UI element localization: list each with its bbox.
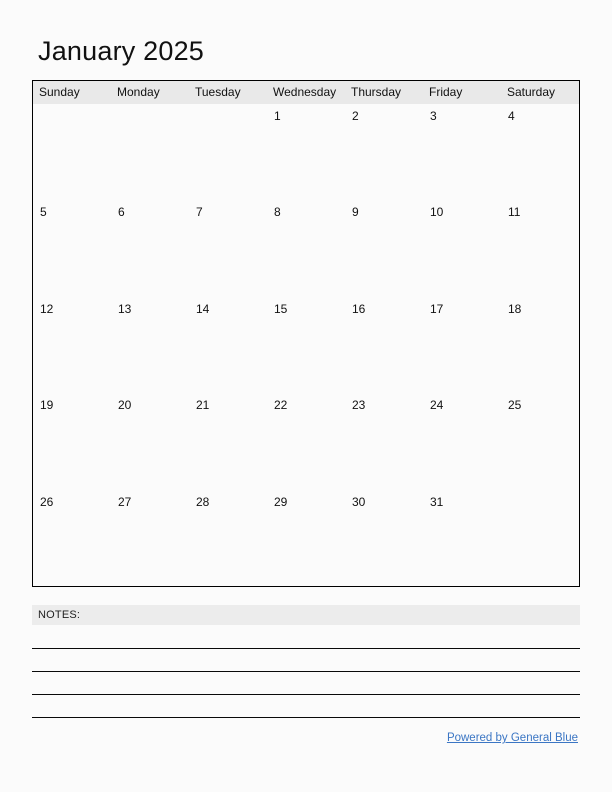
day-cell: 10 — [430, 205, 444, 220]
day-cell: 9 — [352, 205, 359, 220]
week-row — [33, 393, 579, 489]
day-cell: 20 — [118, 398, 132, 413]
day-cell: 30 — [352, 494, 366, 509]
day-cell: 1 — [274, 109, 281, 123]
day-cell: 6 — [118, 205, 125, 220]
powered-by-link[interactable]: Powered by General Blue — [446, 732, 578, 744]
day-cell: 2 — [352, 109, 359, 123]
weekday-header-sunday: Sunday — [39, 85, 80, 99]
week-row — [33, 104, 579, 200]
day-cell: 13 — [118, 301, 132, 316]
day-cell — [111, 104, 189, 200]
day-cell — [501, 490, 579, 586]
weekday-header-tuesday: Tuesday — [195, 85, 241, 99]
weekday-header-friday: Friday — [429, 85, 463, 99]
day-cell: 27 — [118, 494, 132, 509]
note-line — [32, 648, 580, 649]
day-cell: 29 — [274, 494, 288, 509]
weekday-header-monday: Monday — [117, 85, 160, 99]
day-cell — [189, 104, 267, 200]
note-line — [32, 694, 580, 695]
day-cell: 22 — [274, 398, 288, 413]
calendar-table — [32, 80, 580, 587]
day-cell: 28 — [196, 494, 210, 509]
day-cell: 24 — [430, 398, 444, 413]
day-cell: 26 — [40, 494, 54, 509]
day-cell — [33, 104, 111, 200]
day-cell: 7 — [196, 205, 203, 220]
day-cell: 4 — [508, 109, 515, 123]
week-row — [33, 200, 579, 296]
note-line — [32, 717, 580, 718]
notes-label: NOTES: — [38, 609, 81, 621]
weekday-header-row — [33, 81, 579, 104]
day-cell: 8 — [274, 205, 281, 220]
note-line — [32, 671, 580, 672]
day-cell: 16 — [352, 301, 366, 316]
footer — [32, 728, 578, 746]
notes-bar — [32, 605, 580, 625]
page-title: January 2025 — [38, 36, 205, 66]
weekday-header-wednesday: Wednesday — [273, 85, 337, 99]
day-cell: 11 — [508, 205, 521, 220]
day-cell: 21 — [196, 398, 210, 413]
week-row — [33, 490, 579, 586]
day-cell: 19 — [40, 398, 54, 413]
day-cell: 17 — [430, 301, 444, 316]
day-cell: 14 — [196, 301, 210, 316]
day-cell: 31 — [430, 494, 444, 509]
day-cell: 5 — [40, 205, 47, 220]
day-cell: 12 — [40, 301, 54, 316]
day-cell: 18 — [508, 301, 522, 316]
day-cell: 3 — [430, 109, 437, 123]
day-cell: 15 — [274, 301, 288, 316]
week-row — [33, 297, 579, 393]
weekday-header-thursday: Thursday — [351, 85, 402, 99]
weekday-header-saturday: Saturday — [507, 85, 556, 99]
day-cell: 23 — [352, 398, 366, 413]
day-cell: 25 — [508, 398, 522, 413]
